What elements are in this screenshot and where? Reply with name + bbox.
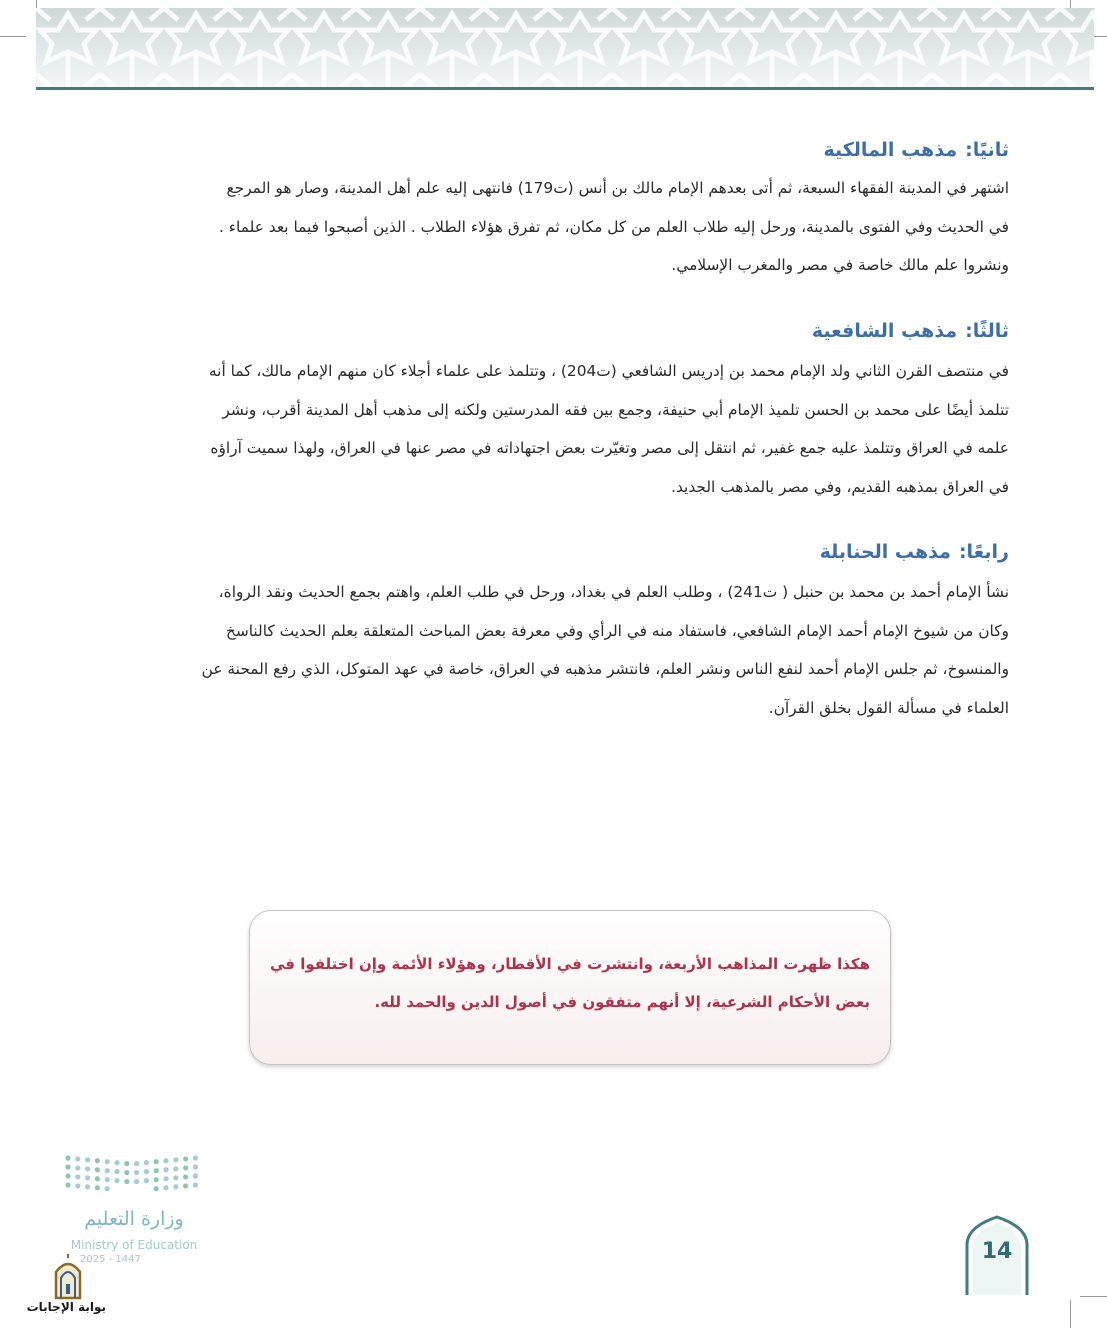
logo-year-text: 2025 - 1447 xyxy=(80,1254,141,1265)
logo-dot xyxy=(85,1184,90,1189)
logo-dot xyxy=(193,1164,198,1169)
logo-dot xyxy=(75,1174,80,1179)
logo-arabic-text: وزارة التعليم xyxy=(84,1208,184,1230)
note-line: بعض الأحكام الشرعية، إلا أنهم متفقون في أصول الدين والحمد لله. xyxy=(374,993,870,1011)
logo-dot xyxy=(134,1161,139,1166)
logo-dot xyxy=(163,1158,168,1163)
logo-dot xyxy=(163,1167,168,1172)
logo-dot xyxy=(124,1179,129,1184)
logo-dot xyxy=(65,1182,70,1187)
note-line: هكذا ظهرت المذاهب الأربعة، وانتشرت في الأقطار، وهؤلاء الأئمة وإن اختلفوا في xyxy=(269,955,870,973)
section-title: ثانيًا:مذهب المالكية xyxy=(823,139,1009,161)
text-line: علمه في العراق وتتلمذ عليه جمع غفير، ثم انتقل إلى مصر وتغيّرت بعض اجتهاداته في مصر عنها في العراق، ولهذا سميت آراؤه xyxy=(210,439,1009,457)
logo-dot xyxy=(85,1166,90,1171)
logo-dot xyxy=(75,1156,80,1161)
logo-dot xyxy=(163,1176,168,1181)
geometric-pattern xyxy=(36,8,1094,88)
logo-dot xyxy=(173,1157,178,1162)
logo-dot xyxy=(114,1169,119,1174)
section-body xyxy=(129,169,1009,285)
text-line: اشتهر في المدينة الفقهاء السبعة، ثم أتى بعدهم الإمام مالك بن أنس (ت179) فانتهى إليه علم أهل المدينة، وصار هو المرجع xyxy=(226,179,1009,197)
logo-dot xyxy=(95,1176,100,1181)
section-shafiiyya xyxy=(129,313,1009,506)
logo-dot xyxy=(144,1169,149,1174)
watermark-text: بوابة الإجابات xyxy=(26,1300,106,1314)
logo-dot xyxy=(144,1178,149,1183)
logo-dot xyxy=(193,1182,198,1187)
text-line: وكان من شيوخ الإمام أحمد الإمام الشافعي، فاستفاد منه في الرأي وفي معرفة بعض المباحث المتعلقة بعلم الحديث كالناسخ xyxy=(225,621,1009,640)
logo-dot xyxy=(65,1173,70,1178)
logo-dot xyxy=(124,1170,129,1175)
logo-dot xyxy=(154,1159,159,1164)
site-watermark xyxy=(26,1254,110,1324)
logo-dot xyxy=(114,1178,119,1183)
crop-mark xyxy=(1070,1300,1071,1328)
logo-dot xyxy=(144,1160,149,1165)
page-number: 14 xyxy=(981,1239,1013,1264)
logo-dot xyxy=(183,1183,188,1188)
text-line: نشأ الإمام أحمد بن محمد بن حنبل ( ت241) ، وطلب العلم في بغداد، ورحل في طلب العلم، واهتم بجمع الحديث ونقد الرواة، xyxy=(218,583,1009,601)
logo-dot xyxy=(114,1160,119,1165)
text-line: والمنسوخ، ثم جلس الإمام أحمد لنفع الناس ونشر العلم، فانتشر مذهبه في العراق، خاصة في عهد المتوكل، الذي رفع المحنة عن xyxy=(201,660,1009,678)
logo-dot xyxy=(134,1179,139,1184)
crop-mark xyxy=(0,36,26,37)
logo-dot xyxy=(65,1164,70,1169)
logo-dot xyxy=(124,1161,129,1166)
logo-dot xyxy=(183,1165,188,1170)
logo-dot xyxy=(183,1174,188,1179)
logo-dot xyxy=(75,1183,80,1188)
logo-dot xyxy=(134,1170,139,1175)
logo-dot xyxy=(163,1185,168,1190)
logo-dot xyxy=(105,1186,110,1191)
logo-dot xyxy=(85,1175,90,1180)
logo-dot xyxy=(193,1173,198,1178)
section-body xyxy=(129,573,1009,727)
text-line: في العراق بمذهبه القديم، وفي مصر بالمذهب الجديد. xyxy=(671,477,1009,496)
summary-note-text xyxy=(260,945,870,1021)
logo-dot xyxy=(105,1159,110,1164)
crop-mark xyxy=(1080,1296,1107,1297)
logo-dot xyxy=(95,1158,100,1163)
logo-dot xyxy=(154,1168,159,1173)
logo-dot xyxy=(95,1185,100,1190)
text-line: في الحديث وفي الفتوى بالمدينة، ورحل إليه طلاب العلم من كل مكان، ثم تفرق هؤلاء الطلاب . الذين أصبحوا فيما بعد علماء . xyxy=(218,217,1009,236)
logo-dot xyxy=(105,1168,110,1173)
section-body xyxy=(129,352,1009,506)
logo-dot xyxy=(173,1166,178,1171)
logo-dot xyxy=(95,1167,100,1172)
section-title: ثالثًا:مذهب الشافعية xyxy=(811,320,1009,342)
text-line: ونشروا علم مالك خاصة في مصر والمغرب الإسلامي. xyxy=(671,256,1009,274)
section-malikiyya xyxy=(129,132,1009,285)
logo-dot xyxy=(183,1156,188,1161)
header-ornament xyxy=(36,8,1094,88)
section-title: رابعًا:مذهب الحنابلة xyxy=(819,541,1009,563)
logo-dot xyxy=(65,1155,70,1160)
logo-dot xyxy=(154,1186,159,1191)
text-line: تتلمذ أيضًا على محمد بن الحسن تلميذ الإمام أبي حنيفة، وجمع بين فقه المدرستين ولكنه إلى مذهب أهل المدينة أقرب، ونشر xyxy=(222,400,1009,419)
logo-dot xyxy=(85,1157,90,1162)
mosque-icon xyxy=(30,1254,106,1300)
logo-dot xyxy=(105,1177,110,1182)
summary-note-box xyxy=(249,910,891,1065)
logo-dot xyxy=(193,1155,198,1160)
logo-dot xyxy=(75,1165,80,1170)
section-hanabila xyxy=(129,534,1009,727)
logo-dot xyxy=(154,1177,159,1182)
text-line: العلماء في مسألة القول بخلق القرآن. xyxy=(768,698,1009,717)
logo-dots-icon xyxy=(60,1150,210,1200)
logo-english-text: Ministry of Education xyxy=(70,1238,198,1252)
logo-dot xyxy=(173,1175,178,1180)
logo-dot xyxy=(173,1184,178,1189)
text-line: في منتصف القرن الثاني ولد الإمام محمد بن إدريس الشافعي (ت204) ، وتتلمذ على علماء أجلاء كان منهم الإمام مالك، كما أنه xyxy=(208,362,1009,380)
page-number-tab xyxy=(964,1215,1030,1295)
header-rule xyxy=(36,87,1094,90)
